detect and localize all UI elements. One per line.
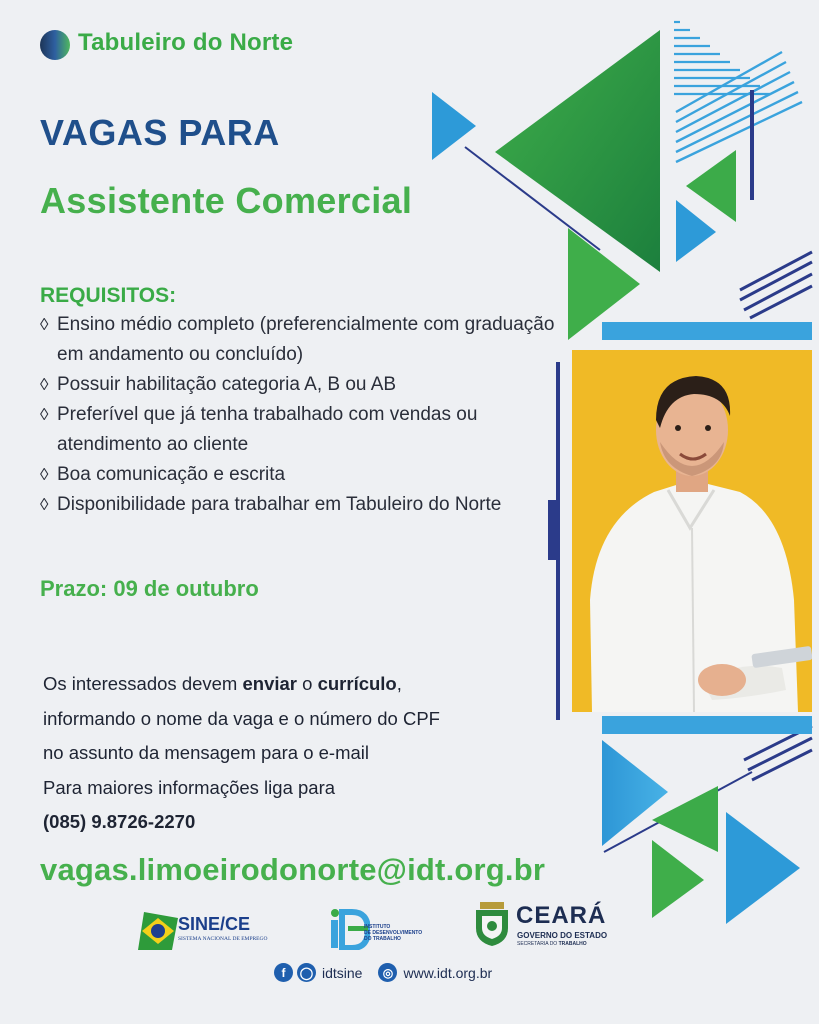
globe-icon: ◎ xyxy=(378,963,397,982)
social-handle[interactable]: idtsine xyxy=(322,964,363,981)
headline: VAGAS PARA xyxy=(40,112,280,153)
requirement-item: ◊ Ensino médio completo (preferencialmente com graduação em andamento ou concluído) xyxy=(40,310,560,370)
job-role-title: Assistente Comercial xyxy=(40,180,413,221)
application-instructions xyxy=(43,667,563,840)
requirement-item: ◊ Boa comunicação e escrita xyxy=(40,460,560,490)
instagram-icon[interactable]: ◯ xyxy=(297,963,316,982)
instructions-line-3: no assunto da mensagem para o e-mail xyxy=(43,742,369,763)
instructions-line-2: informando o nome da vaga e o número do CPF xyxy=(43,707,440,729)
requirement-item: ◊ Preferível que já tenha trabalhado com vendas ou atendimento ao cliente xyxy=(40,400,560,460)
instructions-line-4: Para maiores informações liga para xyxy=(43,776,336,798)
brand-dot-icon xyxy=(40,30,70,60)
deadline: Prazo: 09 de outubro xyxy=(40,576,259,601)
footer-links xyxy=(274,963,492,982)
top-accent-bar xyxy=(602,322,812,340)
website-link[interactable]: www.idt.org.br xyxy=(403,964,493,981)
requirements-title: REQUISITOS: xyxy=(40,284,177,307)
contact-email: vagas.limoeirodonorte@idt.org.br xyxy=(40,852,546,887)
facebook-icon[interactable]: f xyxy=(274,963,293,982)
ceara-government-logo: CEARÁ GOVERNO DO ESTADO SECRETARIA DO TRABALHO xyxy=(474,900,624,950)
instructions-line-1: Os interessados devem enviar o currículo, xyxy=(43,673,402,694)
sine-ce-logo: SINE/CE SISTEMA NACIONAL DE EMPREGO xyxy=(138,912,268,952)
bottom-accent-bar xyxy=(602,716,812,734)
idt-logo: INSTITUTO DE DESENVOLVIMENTO DO TRABALHO xyxy=(330,908,430,950)
contact-phone: (085) 9.8726-2270 xyxy=(43,811,196,832)
candidate-photo xyxy=(572,350,812,712)
brazil-flag-icon xyxy=(138,912,178,950)
city-title: Tabuleiro do Norte xyxy=(78,29,294,56)
ceara-crest-icon xyxy=(474,902,510,946)
requirements-list xyxy=(40,310,560,520)
requirement-item: ◊ Disponibilidade para trabalhar em Tabuleiro do Norte xyxy=(40,490,560,520)
requirement-item: ◊ Possuir habilitação categoria A, B ou AB xyxy=(40,370,560,400)
